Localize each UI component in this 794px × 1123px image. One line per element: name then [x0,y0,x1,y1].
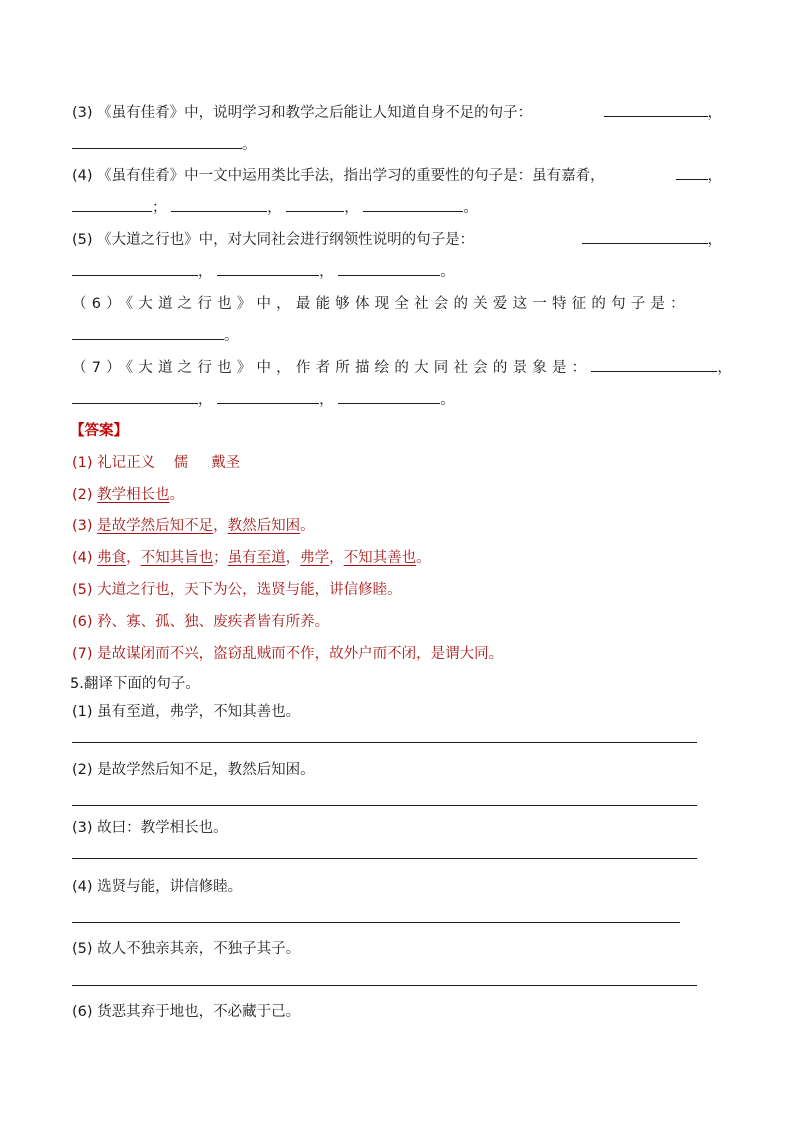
answer-blank[interactable] [604,101,708,117]
answer-blank[interactable] [72,133,242,149]
answer-3: (3) 是故学然后知不足，教然后知困。 [72,518,315,534]
answer-blank[interactable] [363,196,463,212]
translation-item: (3) 故曰：教学相长也。 [72,820,228,836]
question-4-cont: ； ， ， 。 [72,196,722,220]
answer-4: (4) 弗食，不知其旨也；虽有至道，弗学，不知其善也。 [72,550,431,566]
answer-2: (2) 教学相长也。 [72,487,185,503]
question-7-cont: ， ， 。 [72,388,722,412]
answer-blank[interactable] [72,388,198,404]
answer-blank[interactable] [72,324,224,340]
answer-blank[interactable] [676,164,708,180]
question-text: 《大道之行也》中，最能够体现全社会的关爱这一特征的句子是： [125,296,690,312]
translation-item: (6) 货恶其弃于地也，不必藏于己。 [72,1004,301,1020]
answer-5: (5) 大道之行也，天下为公，选贤与能，讲信修睦。 [72,582,402,598]
question-6 [72,292,722,316]
answer-line[interactable] [72,858,697,859]
question-number: （6） [72,296,126,312]
answer-line[interactable] [72,805,697,806]
answer-7: (7) 是故谋闭而不兴，盗窃乱贼而不作，故外户而不闭，是谓大同。 [72,646,504,662]
translation-item: (2) 是故学然后知不足，教然后知困。 [72,762,315,778]
answer-blank[interactable] [217,260,319,276]
question-number: （7） [72,360,126,376]
answer-1: (1) 礼记正义 儒 戴圣 [72,455,241,471]
translation-item: (1) 虽有至道，弗学，不知其善也。 [72,704,301,720]
question-text: 《大道之行也》中，作者所描绘的大同社会的景象是： [125,360,592,376]
answers-header: 【答案】 [70,423,128,439]
answer-blank[interactable] [72,196,152,212]
question-6-cont: 。 [72,324,722,348]
section-5-title: 5.翻译下面的句子。 [70,676,200,692]
answer-blank[interactable] [591,356,717,372]
answer-6: (6) 矜、寡、孤、独、废疾者皆有所养。 [72,614,330,630]
question-number: (5) [72,232,93,248]
answer-blank[interactable] [582,228,708,244]
translation-item: (4) 选贤与能，讲信修睦。 [72,879,243,895]
answer-blank[interactable] [171,196,267,212]
question-7: （7）《大道之行也》中，作者所描绘的大同社会的景象是： ， [72,356,722,380]
answer-blank[interactable] [338,388,440,404]
question-number: (3) [72,105,93,121]
question-4: (4) 《虽有佳肴》中一文中运用类比手法，指出学习的重要性的句子是：虽有嘉肴， ， [72,164,722,188]
question-text: 《大道之行也》中，对大同社会进行纲领性说明的句子是： [97,232,475,248]
question-3-cont: 。 [72,133,722,157]
question-5-cont: ， ， 。 [72,260,722,284]
answer-line[interactable] [72,742,697,743]
answer-blank[interactable] [338,260,440,276]
question-number: (4) [72,168,93,184]
question-text: 《虽有佳肴》中一文中运用类比手法，指出学习的重要性的句子是：虽有嘉肴， [97,168,605,184]
answer-line[interactable] [72,985,697,986]
answer-blank[interactable] [217,388,319,404]
translation-item: (5) 故人不独亲其亲，不独子其子。 [72,941,301,957]
answer-line[interactable] [72,922,680,923]
question-3: (3) 《虽有佳肴》中，说明学习和教学之后能让人知道自身不足的句子： ， [72,101,722,125]
question-5: (5) 《大道之行也》中，对大同社会进行纲领性说明的句子是： ， [72,228,722,252]
answer-blank[interactable] [72,260,198,276]
answer-blank[interactable] [286,196,344,212]
question-text: 《虽有佳肴》中，说明学习和教学之后能让人知道自身不足的句子： [97,105,533,121]
